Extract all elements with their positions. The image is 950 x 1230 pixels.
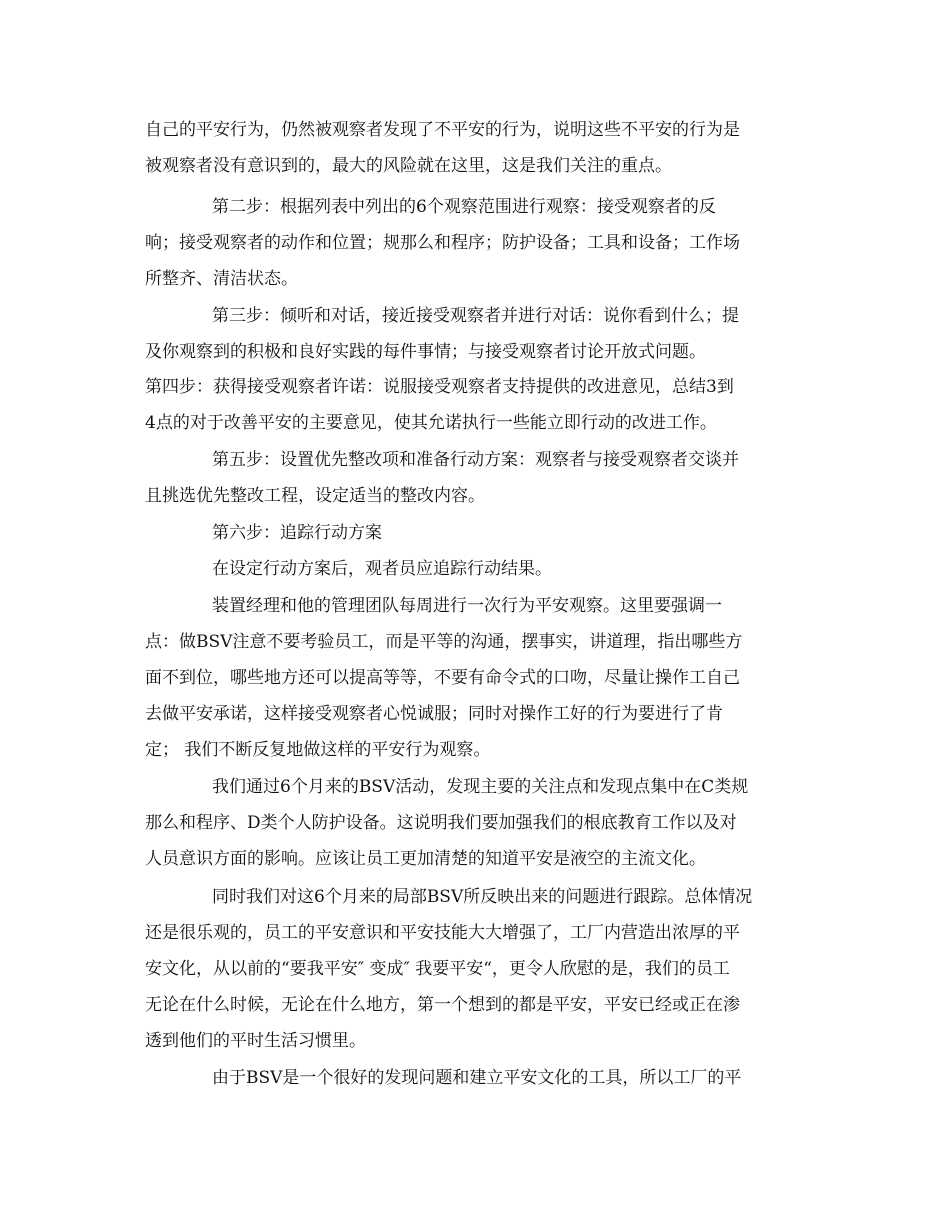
text-line: 4点的对于改善平安的主要意见，使其允诺执行一些能立即行动的改进工作。: [145, 413, 717, 433]
text-line: 透到他们的平时生活习惯里。: [145, 1031, 366, 1051]
text-line: 安文化，从以前的“要我平安″ 变成″ 我要平安“，更令人欣慰的是，我们的员工: [145, 959, 730, 979]
text-line: 定； 我们不断反复地做这样的平安行为观察。: [145, 740, 491, 760]
text-line: 由于BSV是一个很好的发现问题和建立平安文化的工具，所以工厂的平: [212, 1068, 742, 1088]
text-line: 点：做BSV注意不要考验员工，而是平等的沟通，摆事实，讲道理，指出哪些方: [145, 632, 743, 652]
text-line: 第五步：设置优先整改项和准备行动方案：观察者与接受观察者交谈并: [212, 450, 739, 470]
text-line: 在设定行动方案后，观者员应追踪行动结果。: [212, 559, 552, 579]
text-line: 第四步：获得接受观察者许诺：说服接受观察者支持提供的改进意见，总结3到: [145, 377, 734, 397]
text-line: 面不到位，哪些地方还可以提高等等，不要有命令式的口吻，尽量让操作工自己: [145, 668, 740, 688]
text-line: 第二步：根据列表中列出的6个观察范围进行观察：接受观察者的反: [212, 197, 716, 217]
text-line: 我们通过6个月来的BSV活动，发现主要的关注点和发现点集中在C类规: [212, 777, 749, 797]
text-line: 人员意识方面的影响。应该让员工更加清楚的知道平安是液空的主流文化。: [145, 849, 706, 869]
text-line: 装置经理和他的管理团队每周进行一次行为平安观察。这里要强调一: [212, 596, 722, 616]
text-line: 响；接受观察者的动作和位置；规那么和程序；防护设备；工具和设备；工作场: [145, 233, 740, 253]
text-line: 且挑选优先整改工程，设定适当的整改内容。: [145, 486, 485, 506]
text-line: 那么和程序、D类个人防护设备。这说明我们要加强我们的根底教育工作以及对: [145, 813, 737, 833]
text-line: 及你观察到的积极和良好实践的每件事情；与接受观察者讨论开放式问题。: [145, 342, 706, 362]
text-line: 第六步：追踪行动方案: [212, 523, 382, 543]
text-line: 去做平安承诺，这样接受观察者心悦诚服；同时对操作工好的行为要进行了肯: [145, 704, 723, 724]
text-line: 第三步：倾听和对话，接近接受观察者并进行对话：说你看到什么；提: [212, 306, 739, 326]
text-line: 被观察者没有意识到的，最大的风险就在这里，这是我们关注的重点。: [145, 156, 672, 176]
text-line: 自己的平安行为，仍然被观察者发现了不平安的行为，说明这些不平安的行为是: [145, 120, 740, 140]
text-line: 同时我们对这6个月来的局部BSV所反映出来的问题进行跟踪。总体情况: [212, 887, 753, 907]
text-line: 所整齐、清洁状态。: [145, 269, 298, 289]
text-line: 无论在什么时候，无论在什么地方，第一个想到的都是平安，平安已经或正在渗: [145, 995, 740, 1015]
text-line: 还是很乐观的，员工的平安意识和平安技能大大增强了，工厂内营造出浓厚的平: [145, 923, 740, 943]
